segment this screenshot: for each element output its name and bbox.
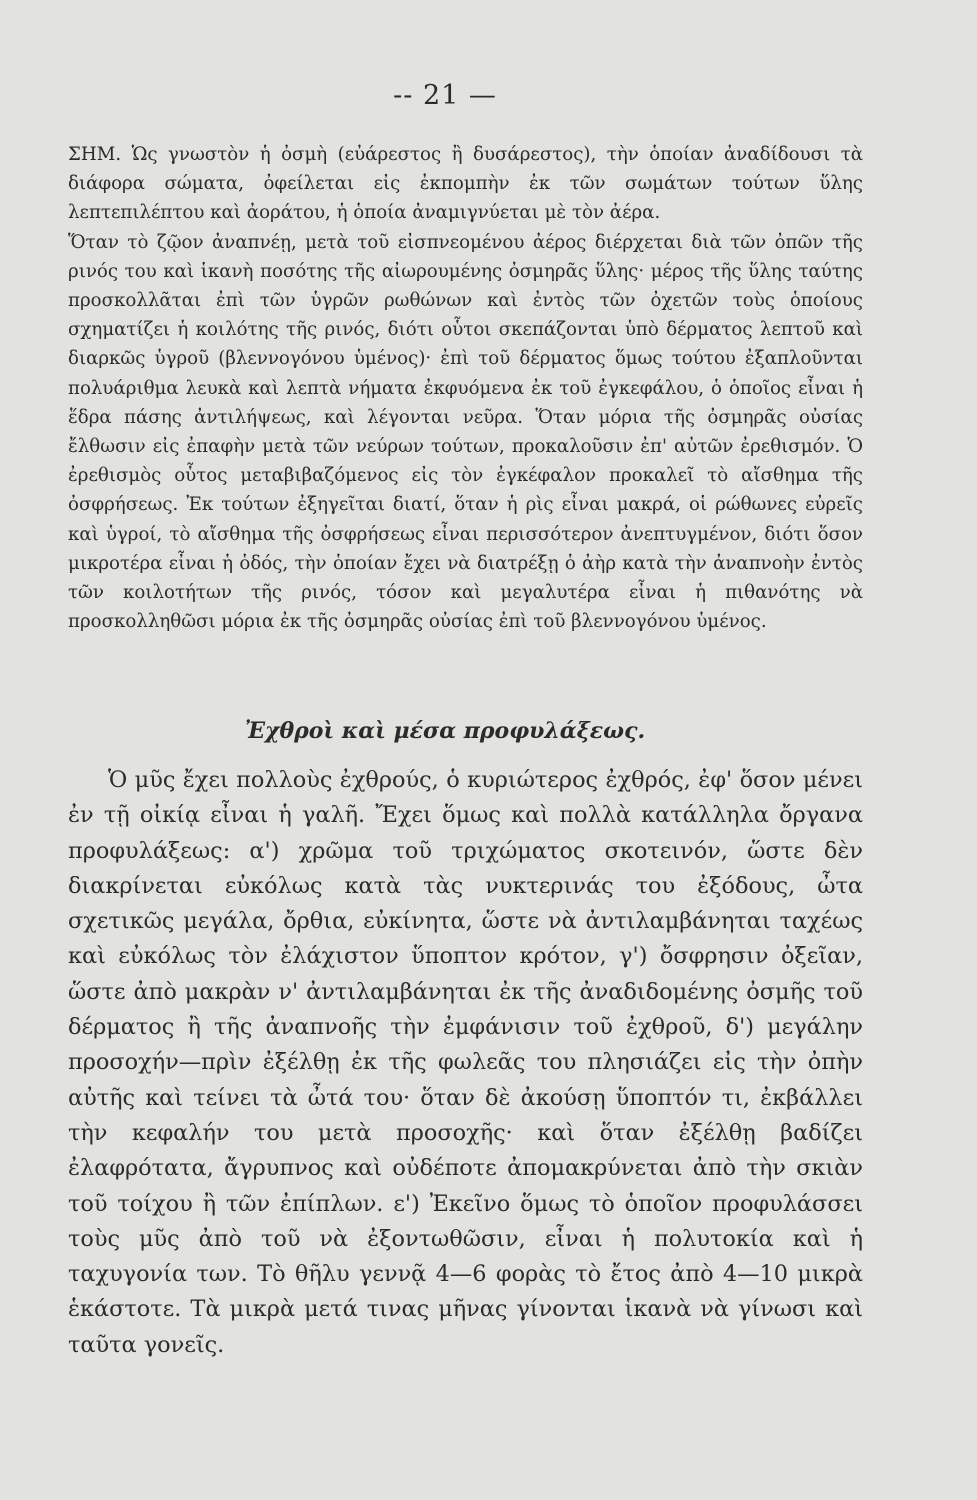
footnote-block bbox=[68, 140, 863, 636]
footnote-paragraph-1: ΣΗΜ. Ὡς γνωστὸν ἡ ὀσμὴ (εὐάρεστος ἢ δυσάρεστος), τὴν ὁποίαν ἀναδίδουσι τὰ διάφορα σώματα, ὀφείλεται εἰς ἐκπομπὴν ἐκ τῶν σωμάτων τούτων ὕλης λεπτεπιλέπτου καὶ ἀοράτου, ἡ ὁποία ἀναμιγνύεται μὲ τὸν ἀέρα. bbox=[68, 144, 863, 224]
page-number: -- 21 — bbox=[393, 80, 497, 111]
section-heading: Ἐχθροὶ καὶ μέσα προφυλάξεως. bbox=[244, 718, 646, 744]
body-paragraph: Ὁ μῦς ἔχει πολλοὺς ἐχθρούς, ὁ κυριώτερος ἐχθρός, ἐφ' ὅσον μένει ἐν τῇ οἰκίᾳ εἶναι ἡ γαλῆ. Ἔχει ὅμως καὶ πολλὰ κατάλληλα ὄργανα προφυλάξεως: α') χρῶμα τοῦ τριχώματος σκοτεινόν, ὥστε δὲν διακρίνεται εὐκόλως κατὰ τὰς νυκτερινάς του ἐξόδους, ὦτα σχετικῶς μεγάλα, ὄρθια, εὐκίνητα, ὥστε νὰ ἀντιλαμβάνηται ταχέως καὶ εὐκόλως τὸν ἐλάχιστον ὕποπτον κρότον, γ') ὄσφρησιν ὀξεῖαν, ὥστε ἀπὸ μακρὰν ν' ἀντιλαμβάνηται ἐκ τῆς ἀναδιδομένης ὀσμῆς τοῦ δέρματος ἢ τῆς ἀναπνοῆς τὴν ἐμφάνισιν τοῦ ἐχθροῦ, δ') μεγάλην προσοχήν—πρὶν ἐξέλθῃ ἐκ τῆς φωλεᾶς του πλησιάζει εἰς τὴν ὀπὴν αὐτῆς καὶ τείνει τὰ ὦτά του· ὅταν δὲ ἀκούσῃ ὕποπτόν τι, ἐκβάλλει τὴν κεφαλήν του μετὰ προσοχῆς· καὶ ὅταν ἐξέλθῃ βαδίζει ἐλαφρότατα, ἄγρυπνος καὶ οὐδέποτε ἀπομακρύνεται ἀπὸ τὴν σκιὰν τοῦ τοίχου ἢ τῶν ἐπίπλων. ε') Ἐκεῖνο ὅμως τὸ ὁποῖον προφυλάσσει τοὺς μῦς ἀπὸ τοῦ νὰ ἐξοντωθῶσιν, εἶναι ἡ πολυτοκία καὶ ἡ ταχυγονία των. Τὸ θῆλυ γεννᾷ 4—6 φορὰς τὸ ἔτος ἀπὸ 4—10 μικρὰ ἑκάστοτε. Τὰ μικρὰ μετά τινας μῆνας γίνονται ἱκανὰ νὰ γίνωσι καὶ ταῦτα γονεῖς. bbox=[68, 767, 863, 1358]
body-text-block bbox=[68, 763, 863, 1363]
footnote-paragraph-2: Ὅταν τὸ ζῷον ἀναπνέῃ, μετὰ τοῦ εἰσπνεομένου ἀέρος διέρχεται διὰ τῶν ὀπῶν τῆς ρινός του καὶ ἱκανὴ ποσότης τῆς αἰωρουμένης ὀσμηρᾶς ὕλης· μέρος τῆς ὕλης ταύτης προσκολλᾶται ἐπὶ τῶν ὑγρῶν ρωθώνων καὶ ἐντὸς τῶν ὀχετῶν τοὺς ὁποίους σχηματίζει ἡ κοιλότης τῆς ρινός, διότι οὗτοι σκεπάζονται ὑπὸ δέρματος λεπτοῦ καὶ διαρκῶς ὑγροῦ (βλεννογόνου ὑμένος)· ἐπὶ τοῦ δέρματος ὅμως τούτου ἐξαπλοῦνται πολυάριθμα λευκὰ καὶ λεπτὰ νήματα ἐκφυόμενα ἐκ τοῦ ἐγκεφάλου, ὁ ὁποῖος εἶναι ἡ ἕδρα πάσης ἀντιλήψεως, καὶ λέγονται νεῦρα. Ὅταν μόρια τῆς ὀσμηρᾶς οὐσίας ἔλθωσιν εἰς ἐπαφὴν μετὰ τῶν νεύρων τούτων, προκαλοῦσιν ἐπ' αὐτῶν ἐρεθισμόν. Ὁ ἐρεθισμὸς οὗτος μεταβιβαζόμενος εἰς τὸν ἐγκέφαλον προκαλεῖ τὸ αἴσθημα τῆς ὀσφρήσεως. Ἐκ τούτων ἐξηγεῖται διατί, ὅταν ἡ ρὶς εἶναι μακρά, οἱ ρώθωνες εὐρεῖς καὶ ὑγροί, τὸ αἴσθημα τῆς ὀσφρήσεως εἶναι περισσότερον ἀνεπτυγμένον, διότι ὅσον μικροτέρα εἶναι ἡ ὁδός, τὴν ὁποίαν ἔχει νὰ διατρέξῃ ὁ ἀὴρ κατὰ τὴν ἀναπνοὴν ἐντὸς τῶν κοιλοτήτων τῆς ρινός, τόσον καὶ μεγαλυτέρα εἶναι ἡ πιθανότης νὰ προσκολληθῶσι μόρια ἐκ τῆς ὀσμηρᾶς οὐσίας ἐπὶ τοῦ βλεννογόνου ὑμένος. bbox=[68, 231, 863, 633]
